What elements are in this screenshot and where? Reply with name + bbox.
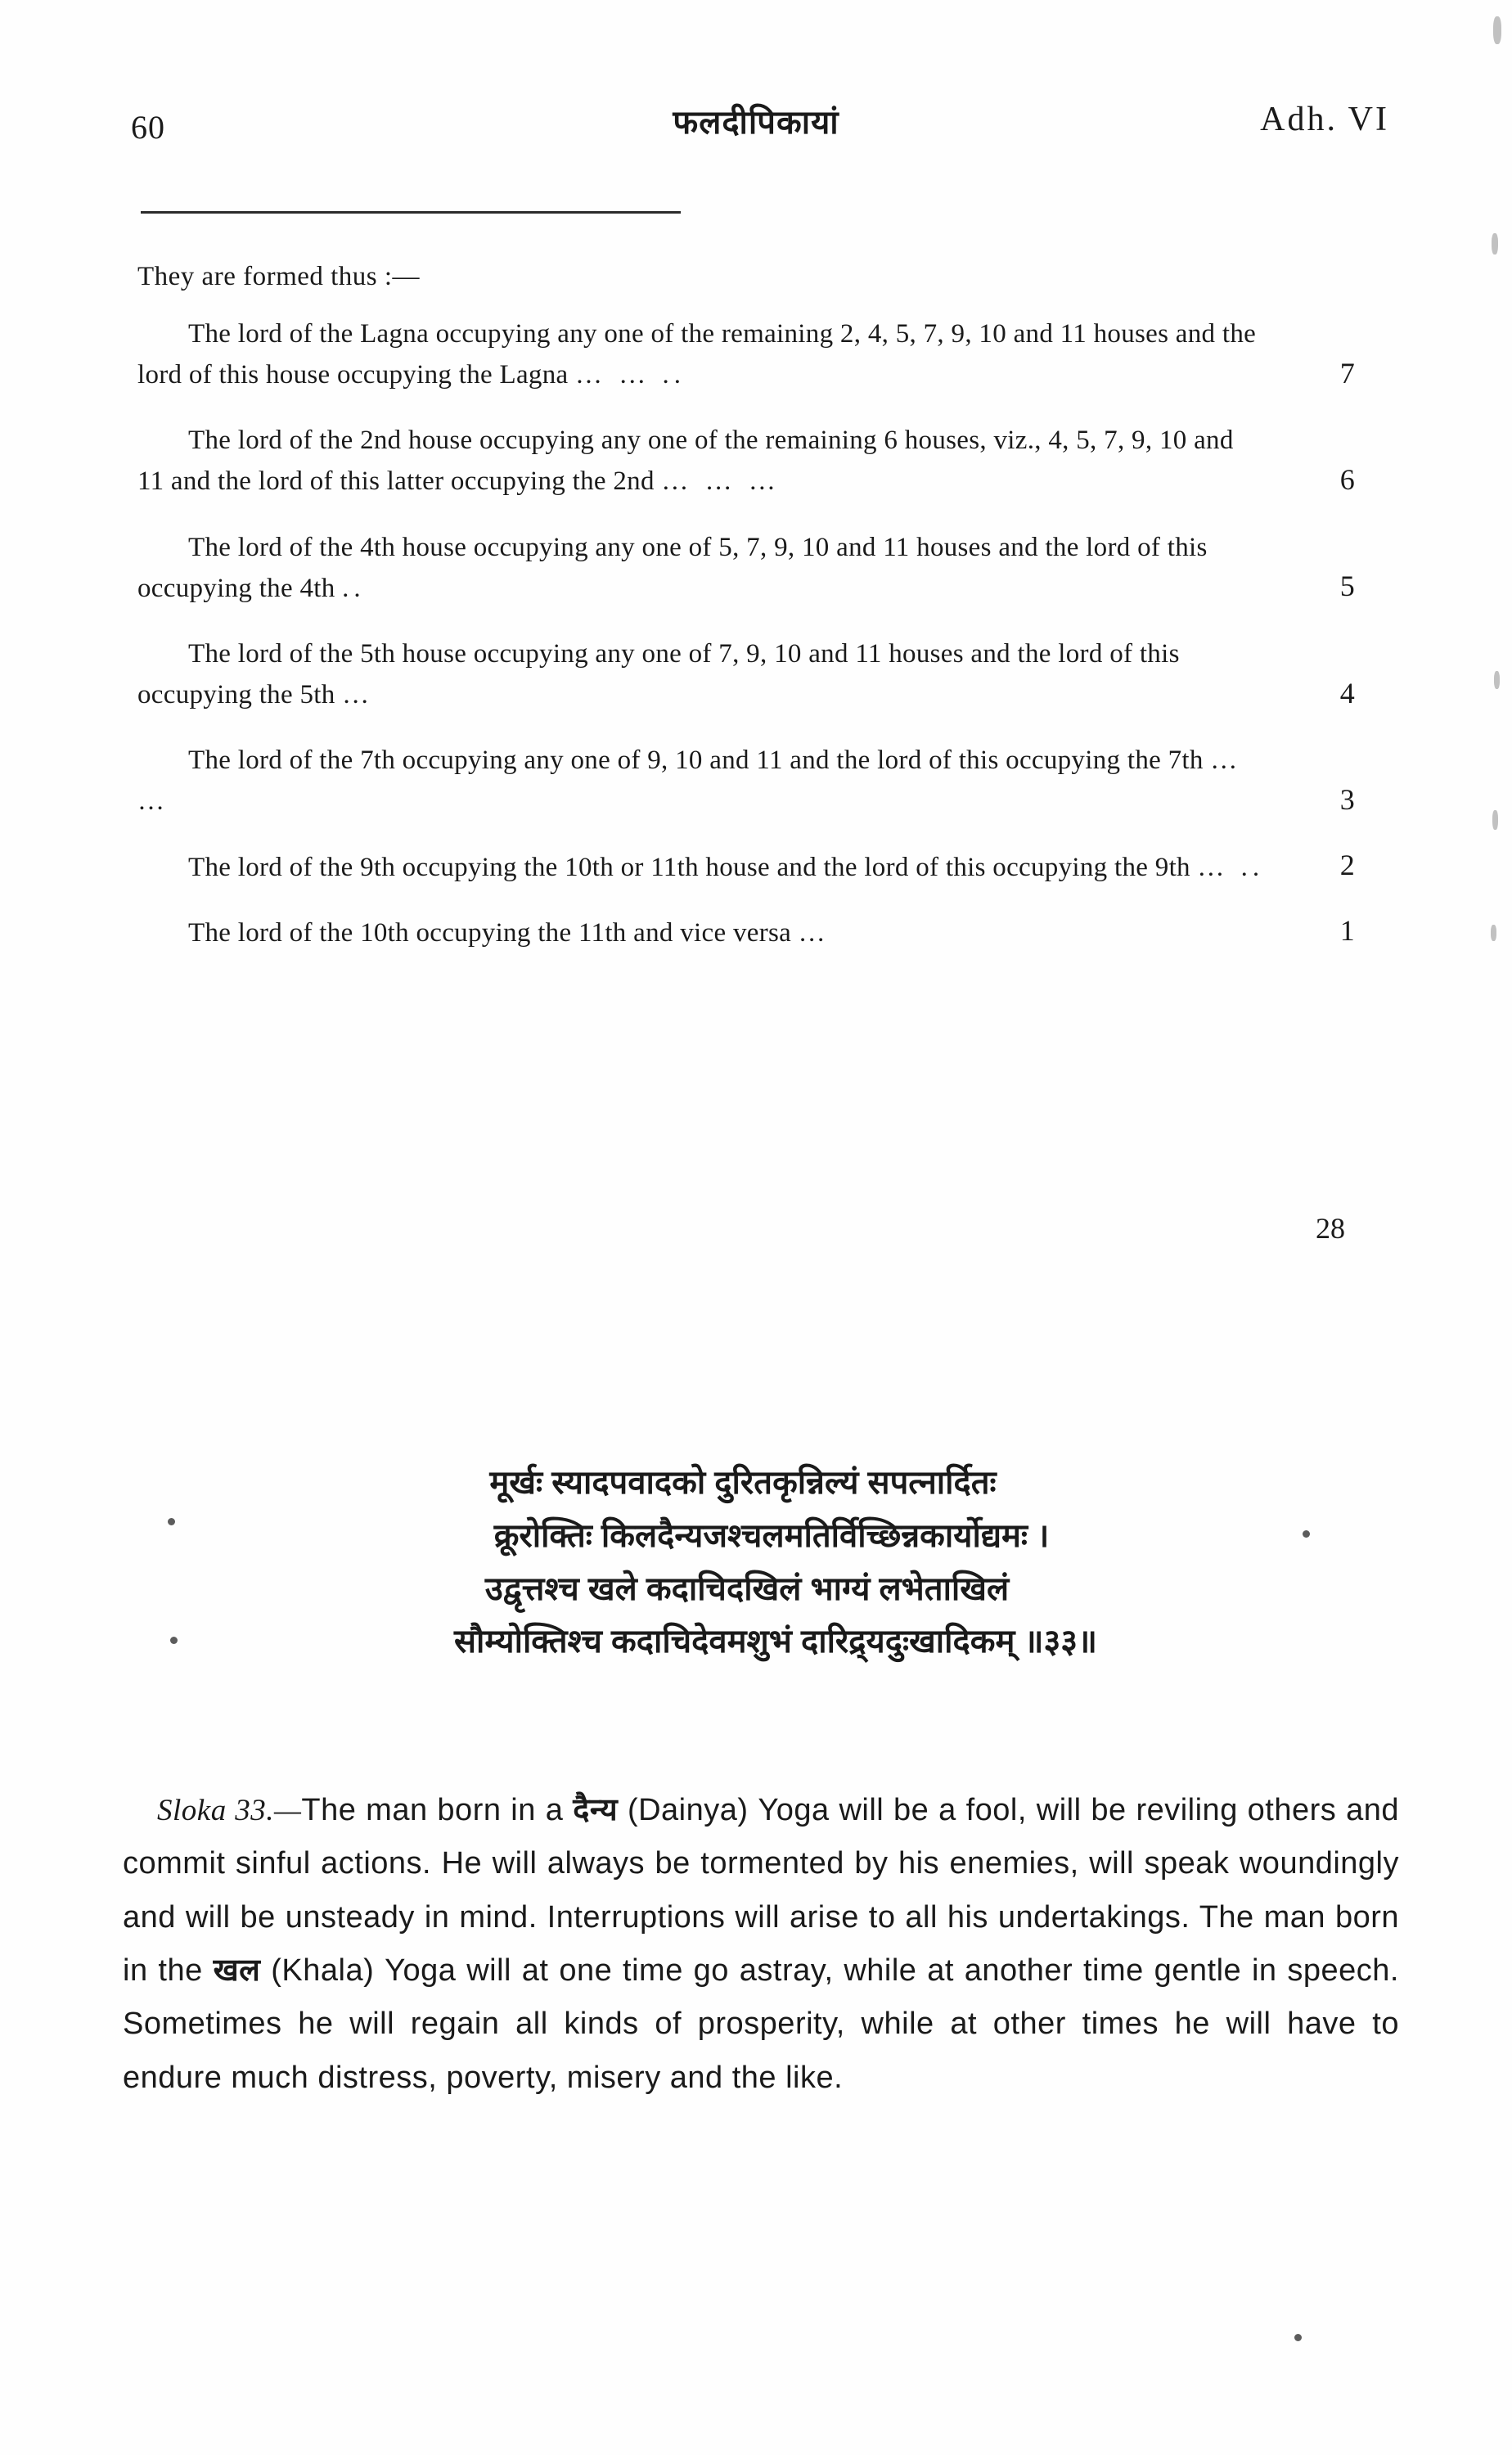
- leader-dots: … ..: [1197, 852, 1265, 882]
- edge-speck: [1491, 925, 1496, 941]
- list-item-text: The lord of the 2nd house occupying any one of the remaining 6 houses, viz., 4, 5, 7, 9, 10 and 11 and the lord of this latter occupying the 2nd: [137, 426, 1234, 497]
- sloka-label: Sloka 33.—: [157, 1794, 302, 1827]
- list-item-text: The lord of the 4th house occupying any one of 5, 7, 9, 10 and 11 houses and the lord of this occupying the 4th: [137, 532, 1208, 603]
- list-item: [137, 527, 1365, 609]
- list-item-text: The lord of the 9th occupying the 10th or 11th house and the lord of this occupying the 9th: [188, 852, 1190, 882]
- edge-speck: [1494, 671, 1500, 689]
- devanagari-khala: खल: [213, 1953, 261, 1989]
- translation-part-2: (Dainya) Yoga will be a fool, will be reviling others and commit sinful actions. He will always be tormented by his enemies, will speak woundingly and will be unsteady in mind. Interruptions will arise to all his undertakings. The man born in the: [123, 1793, 1399, 1989]
- sanskrit-verse: [137, 1457, 1381, 1669]
- verse-line-1: मूर्खः स्यादपवादको दुरितकृन्निल्यं सपत्नार्दितः: [489, 1465, 997, 1501]
- leader-dots: … … ..: [575, 360, 686, 390]
- running-head-title: फलदीपिकायां: [673, 105, 839, 141]
- list-item-value: 7: [1339, 356, 1355, 390]
- scan-speck: [170, 1637, 178, 1644]
- list-item-value: 4: [1339, 676, 1355, 709]
- list-item: [137, 740, 1365, 822]
- devanagari-dainya: दैन्य: [573, 1793, 619, 1827]
- list-item-value: 5: [1339, 570, 1355, 603]
- verse-line-4: सौम्योक्तिश्च कदाचिदेवमशुभं दारिद्र्यदुःखादिकम् ॥३३॥: [453, 1624, 1098, 1660]
- translation-block: [123, 1784, 1399, 2105]
- translation-paragraph: [123, 1784, 1399, 2105]
- list-item-value: 1: [1339, 914, 1355, 948]
- list-item-text: The lord of the 5th house occupying any one of 7, 9, 10 and 11 houses and the lord of this occupying the 5th: [137, 638, 1180, 710]
- page-header: [123, 98, 1389, 155]
- list-item-text: The lord of the 7th occupying any one of 9, 10 and 11 and the lord of this occupying the 7th: [188, 746, 1204, 776]
- lead-sentence: They are formed thus :—: [137, 262, 421, 291]
- translation-part-1: The man born in a: [301, 1793, 574, 1827]
- leader-dots: …: [798, 917, 830, 948]
- scan-speck: [1303, 1530, 1310, 1538]
- list-item: [137, 847, 1365, 888]
- edge-speck: [1492, 810, 1498, 830]
- list-item-value: 6: [1339, 462, 1355, 496]
- total-value: 28: [1316, 1212, 1345, 1245]
- list-item: [137, 420, 1365, 502]
- leader-dots: … … …: [661, 466, 781, 497]
- page-number: 60: [131, 109, 165, 146]
- leader-dots: ..: [342, 573, 366, 603]
- leader-dots: …: [342, 680, 375, 710]
- header-divider: [141, 211, 681, 214]
- verse-line-3: उद्वृत्तश्च खले कदाचिदखिलं भाग्यं लभेताखिलं: [484, 1570, 1010, 1607]
- list-item: [137, 633, 1365, 715]
- verse-line-2: क्रूरोक्तिः किलदैन्यजश्चलमतिर्विच्छिन्नकार्योद्यमः ।: [493, 1517, 1050, 1554]
- leader-dots: … …: [137, 746, 1243, 817]
- edge-speck: [1492, 233, 1498, 255]
- list-item-value: 2: [1339, 849, 1355, 881]
- edge-speck: [1493, 16, 1501, 44]
- main-text-column: [137, 262, 1365, 1245]
- scan-speck: [168, 1518, 175, 1525]
- list-item-value: 3: [1339, 782, 1355, 816]
- chapter-label: Adh. VI: [1260, 101, 1389, 138]
- list-item-text: The lord of the 10th occupying the 11th and vice versa: [188, 917, 792, 948]
- list-item: [137, 313, 1365, 395]
- list-item: [137, 912, 1365, 953]
- list-item-text: The lord of the Lagna occupying any one of the remaining 2, 4, 5, 7, 9, 10 and 11 houses and the lord of this house occupying the Lagna: [137, 319, 1257, 390]
- translation-part-3: (Khala) Yoga will at one time go astray, while at another time gentle in speech. Sometimes he will regain all kinds of prosperity, while at other times he will have to endure much distress, poverty, misery and the like.: [123, 1953, 1399, 2095]
- scan-speck: [1294, 2334, 1302, 2341]
